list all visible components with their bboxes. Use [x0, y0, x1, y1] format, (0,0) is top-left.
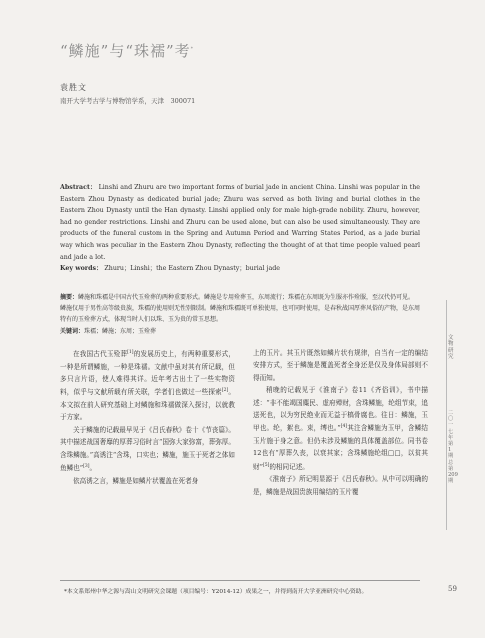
- body-paragraph: [253, 384, 428, 473]
- body-text: 在我国古代玉殓葬: [73, 350, 128, 359]
- abstract-chinese: [60, 292, 420, 326]
- citation-mark: [1]: [127, 350, 134, 355]
- body-text: 关于鳞施的记载最早见于《吕氏春秋》卷十《节丧篇》。其中描述战国奢靡的厚葬习俗时言“国弥大家弥富，葬弥厚。含珠鳞施。”高诱注“含珠，口实也；鳞施，施玉于死者之体如鱼鳞也”: [60, 425, 235, 473]
- journal-issue-label: 二〇一七年第1期 总第209期: [448, 410, 458, 485]
- citation-mark: [4]: [340, 424, 348, 430]
- title-text: “鳞施”与“珠襦”考: [60, 42, 191, 60]
- body-text: 其注含鳞施为玉甲，含鳞结玉片施于身之意。但仍未涉及鳞施的具体覆盖部位。同书卷12也有“厚葬久丧，以衰其家；含珠鳞施纶组□□，以贫其财”: [253, 424, 428, 472]
- title-footnote-mark: *: [190, 47, 194, 52]
- keywords-zh-text: 珠襦；鳞施；东周；玉殓葬: [84, 328, 157, 335]
- abstract-text: Linshi and Zhuru are two important forms of burial jade in ancient China. Linshi was popular in the Eastern Zhou Dynasty as dedicated burial jade; Zhuru was served as both living and burial clothes in the Eastern Zhou Dynasty until the Han dynasty. Linshi applied only for male high-grade nobility. Zhuru, however, had no gender restrictions. Linshi and Zhuru can be used alone, but can also be used simultaneously. They are products of the funeral custom in the Spring and Autumn Period and Warring States Period, as a jade burial way which was peculiar in the Eastern Zhou Dynasty, reflecting the thought of at that time people valued pearl and jade a lot.: [60, 184, 420, 261]
- body-column-left: [60, 347, 235, 487]
- citation-mark: [5]: [262, 462, 270, 468]
- footnote: *本文系郑州中华之源与嵩山文明研究会课题（项目编号：Y2014-12）成果之一，并得到南开大学亚洲研究中心资助。: [64, 589, 368, 595]
- body-paragraph: [60, 347, 235, 424]
- side-divider: [446, 300, 447, 530]
- keywords-label: Key words：: [60, 265, 103, 273]
- body-text: 依高诱之言，鳞施是如鳞片状覆盖在死者身: [73, 476, 199, 485]
- body-text: 的相同记述。: [269, 463, 309, 472]
- keywords-zh-label: 关键词：: [60, 328, 85, 335]
- citation-mark: [2]: [221, 388, 229, 394]
- page-number: 59: [448, 585, 457, 593]
- journal-section-label: 文物研究: [448, 335, 454, 361]
- abstract-english: [60, 182, 420, 275]
- article-title: [60, 40, 194, 61]
- keywords-chinese: [60, 326, 420, 335]
- footnote-divider: [60, 580, 420, 581]
- body-text: 的发展历史上，有两种重要形式，一种是所谓鳞施，一种是珠襦。文献中虽对其有所记载，但多只言片语，使人难得其详。近年考古出土了一些实物资料，似乎与文献所载有所关联，学者们也做过一些探索: [60, 350, 236, 397]
- body-text: 。本文拟在前人研究基础上对鳞施和珠襦做深入探讨，以就教于方家。: [60, 388, 236, 422]
- body-text: 稍晚的记载见于《淮南子》卷11《齐俗训》，书中描述：“非不能竭国麋民、虚府殚财，含珠鳞施，纶组节束，追送死也，以为穷民绝业而无益于槁骨腐也。往日：鳞施，玉甲也。纶，絮也。束，缚也。”: [253, 386, 428, 433]
- abstract-zh-label: 摘要：: [60, 294, 79, 301]
- author-affiliation: 南开大学考古学与博物馆学系，天津 300071: [60, 97, 196, 105]
- keywords-text: Zhuru；Linshi；the Eastern Zhou Dynasty；burial jade: [104, 265, 280, 273]
- body-text: 。: [89, 464, 97, 473]
- body-text: 上的玉片。其玉片既然如鳞片状有规律，自当有一定的编结安排方式，至于鳞施是覆盖死者全身还是仅及身体局部则不得而知。: [253, 349, 428, 382]
- author-name: 袁胜文: [60, 83, 87, 92]
- citation-mark: [3]: [83, 464, 90, 470]
- body-paragraph: [60, 424, 235, 475]
- abstract-zh-text: 鳞施和珠襦是中国古代玉殓葬的两种重要形式。鳞施是专用殓葬玉，东周流行；珠襦在东周既为生服亦作殓服，至汉代仍可见。鳞施仅用于男性高等级贵族，珠襦的使用则无性别限制。鳞施和珠襦既可单独使用，也可同时使用，是春秋战国厚葬风俗的产物，是东周特有的玉殓葬方式，体现当时人们以珠、玉为贵的常玉思想。: [60, 294, 421, 324]
- body-paragraph: [253, 473, 428, 498]
- body-text: 《淮南子》所记明显源于《吕氏春秋》。从中可以明确的是，鳞施是战国贵族用编结的玉片覆: [253, 475, 428, 496]
- abstract-label: Abstract：: [60, 184, 97, 191]
- body-paragraph: [253, 347, 428, 384]
- body-paragraph: [60, 475, 235, 487]
- body-column-right: [253, 347, 428, 498]
